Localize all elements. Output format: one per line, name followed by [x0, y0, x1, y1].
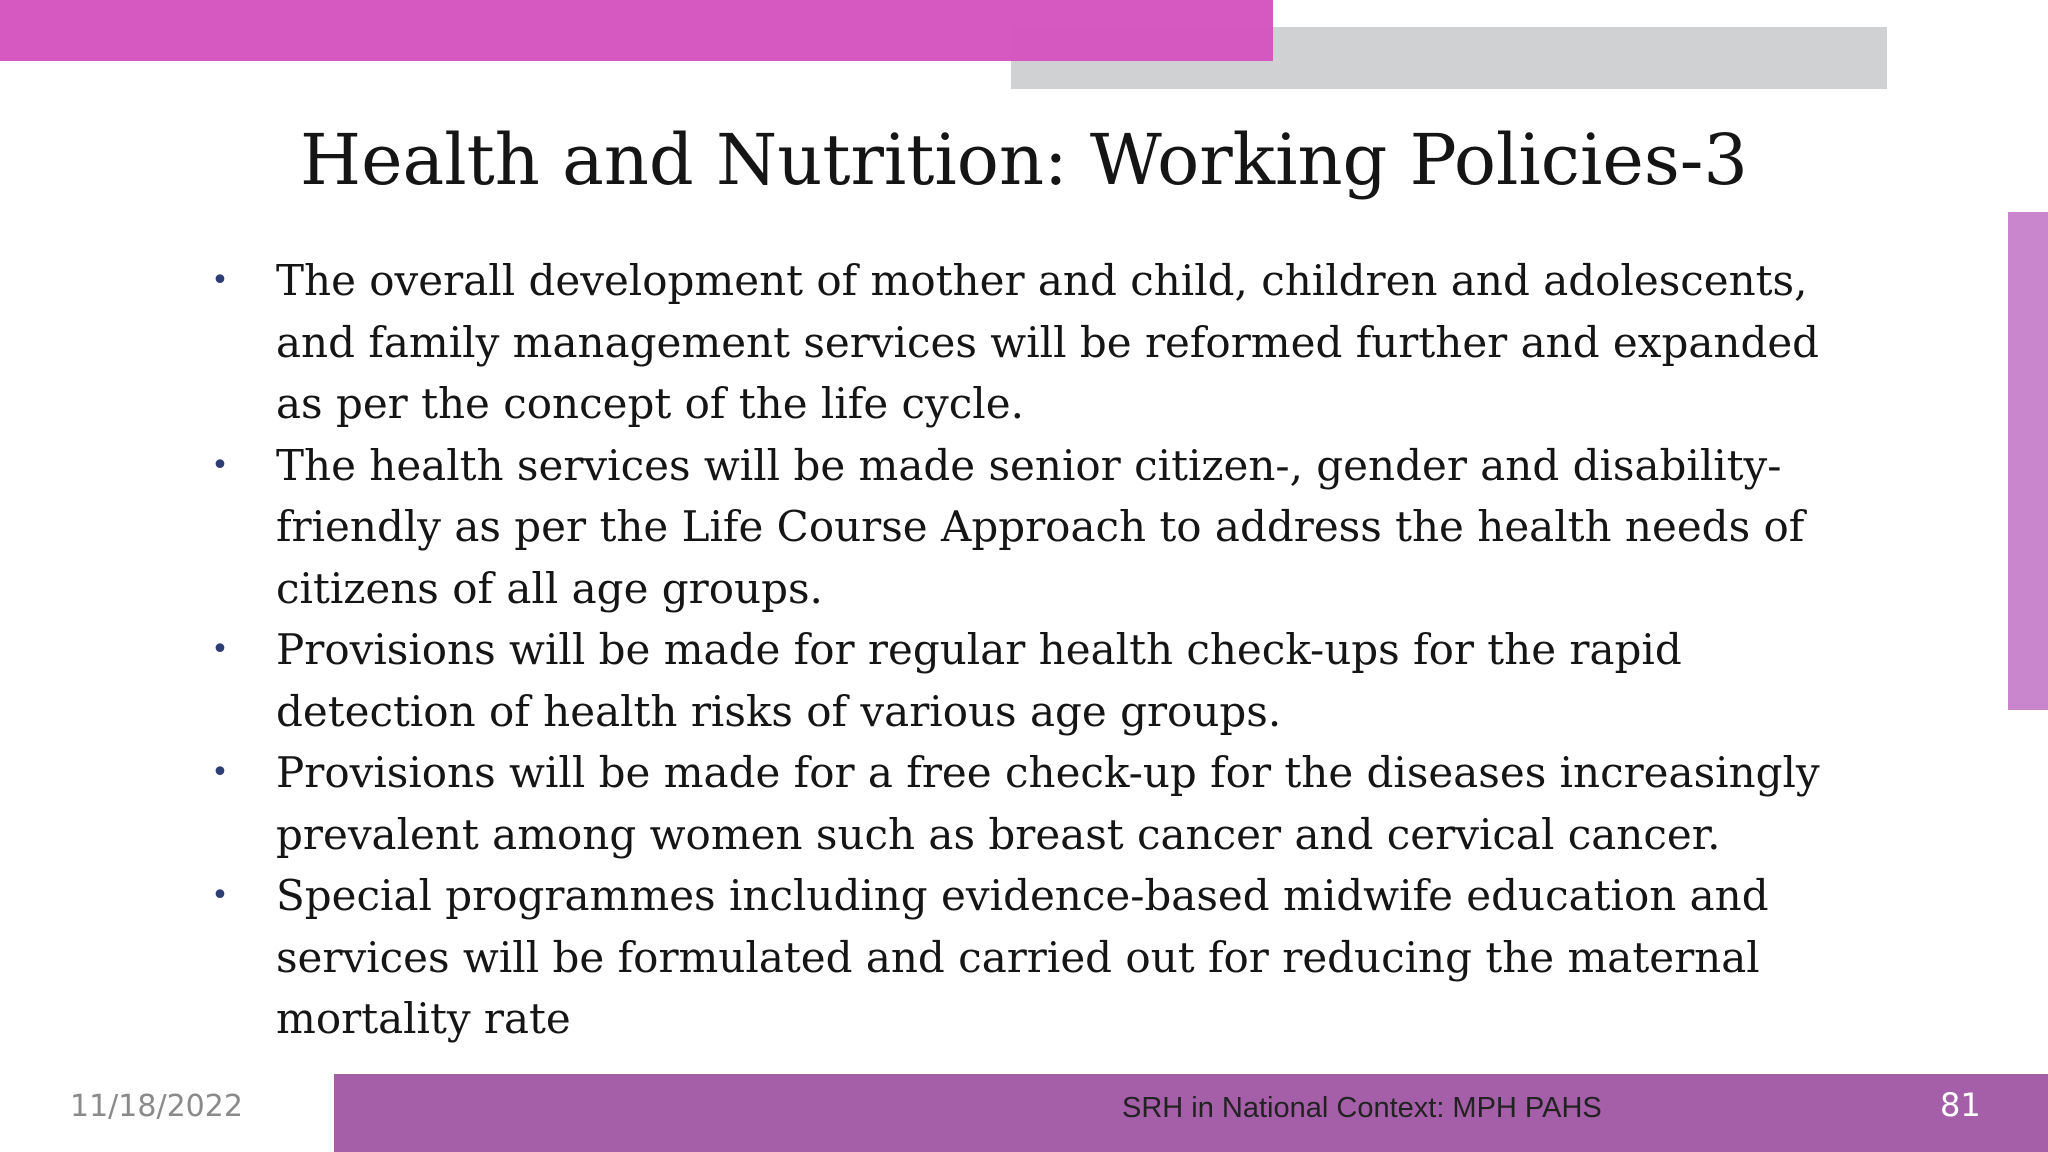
bullet-icon: •	[211, 263, 229, 298]
bullet-text: The health services will be made senior citizen-, gender and disability-friendly as per the Life Course Approach to address the health needs of citizens of all age groups.	[276, 440, 1805, 613]
decorative-side-bar	[2008, 212, 2048, 710]
footer-date: 11/18/2022	[70, 1089, 243, 1124]
bullet-text: Provisions will be made for a free check-up for the diseases increasingly prevalent among women such as breast cancer and cervical cancer.	[276, 748, 1820, 859]
bullet-text: Provisions will be made for regular health check-ups for the rapid detection of health risks of various age groups.	[276, 625, 1682, 736]
slide-title: Health and Nutrition: Working Policies-3	[300, 119, 1748, 201]
bullet-item	[208, 435, 1868, 620]
bullet-text: Special programmes including evidence-based midwife education and services will be formulated and carried out for reducing the maternal mortality rate	[276, 871, 1769, 1043]
bullet-item	[208, 250, 1868, 435]
bullet-item	[208, 865, 1868, 1050]
bullet-icon: •	[211, 878, 229, 913]
bullet-item	[208, 742, 1868, 865]
decorative-pink-bar	[0, 0, 1273, 61]
page-number: 81	[1940, 1086, 1981, 1124]
bullet-icon: •	[211, 755, 229, 790]
bullet-list	[208, 250, 1868, 1050]
bullet-text: The overall development of mother and child, children and adolescents, and family management services will be reformed further and expanded as per the concept of the life cycle.	[276, 256, 1820, 428]
bullet-icon: •	[211, 447, 229, 483]
footer-text: SRH in National Context: MPH PAHS	[1122, 1092, 1602, 1124]
bullet-item	[208, 619, 1868, 742]
bullet-icon: •	[211, 632, 229, 667]
